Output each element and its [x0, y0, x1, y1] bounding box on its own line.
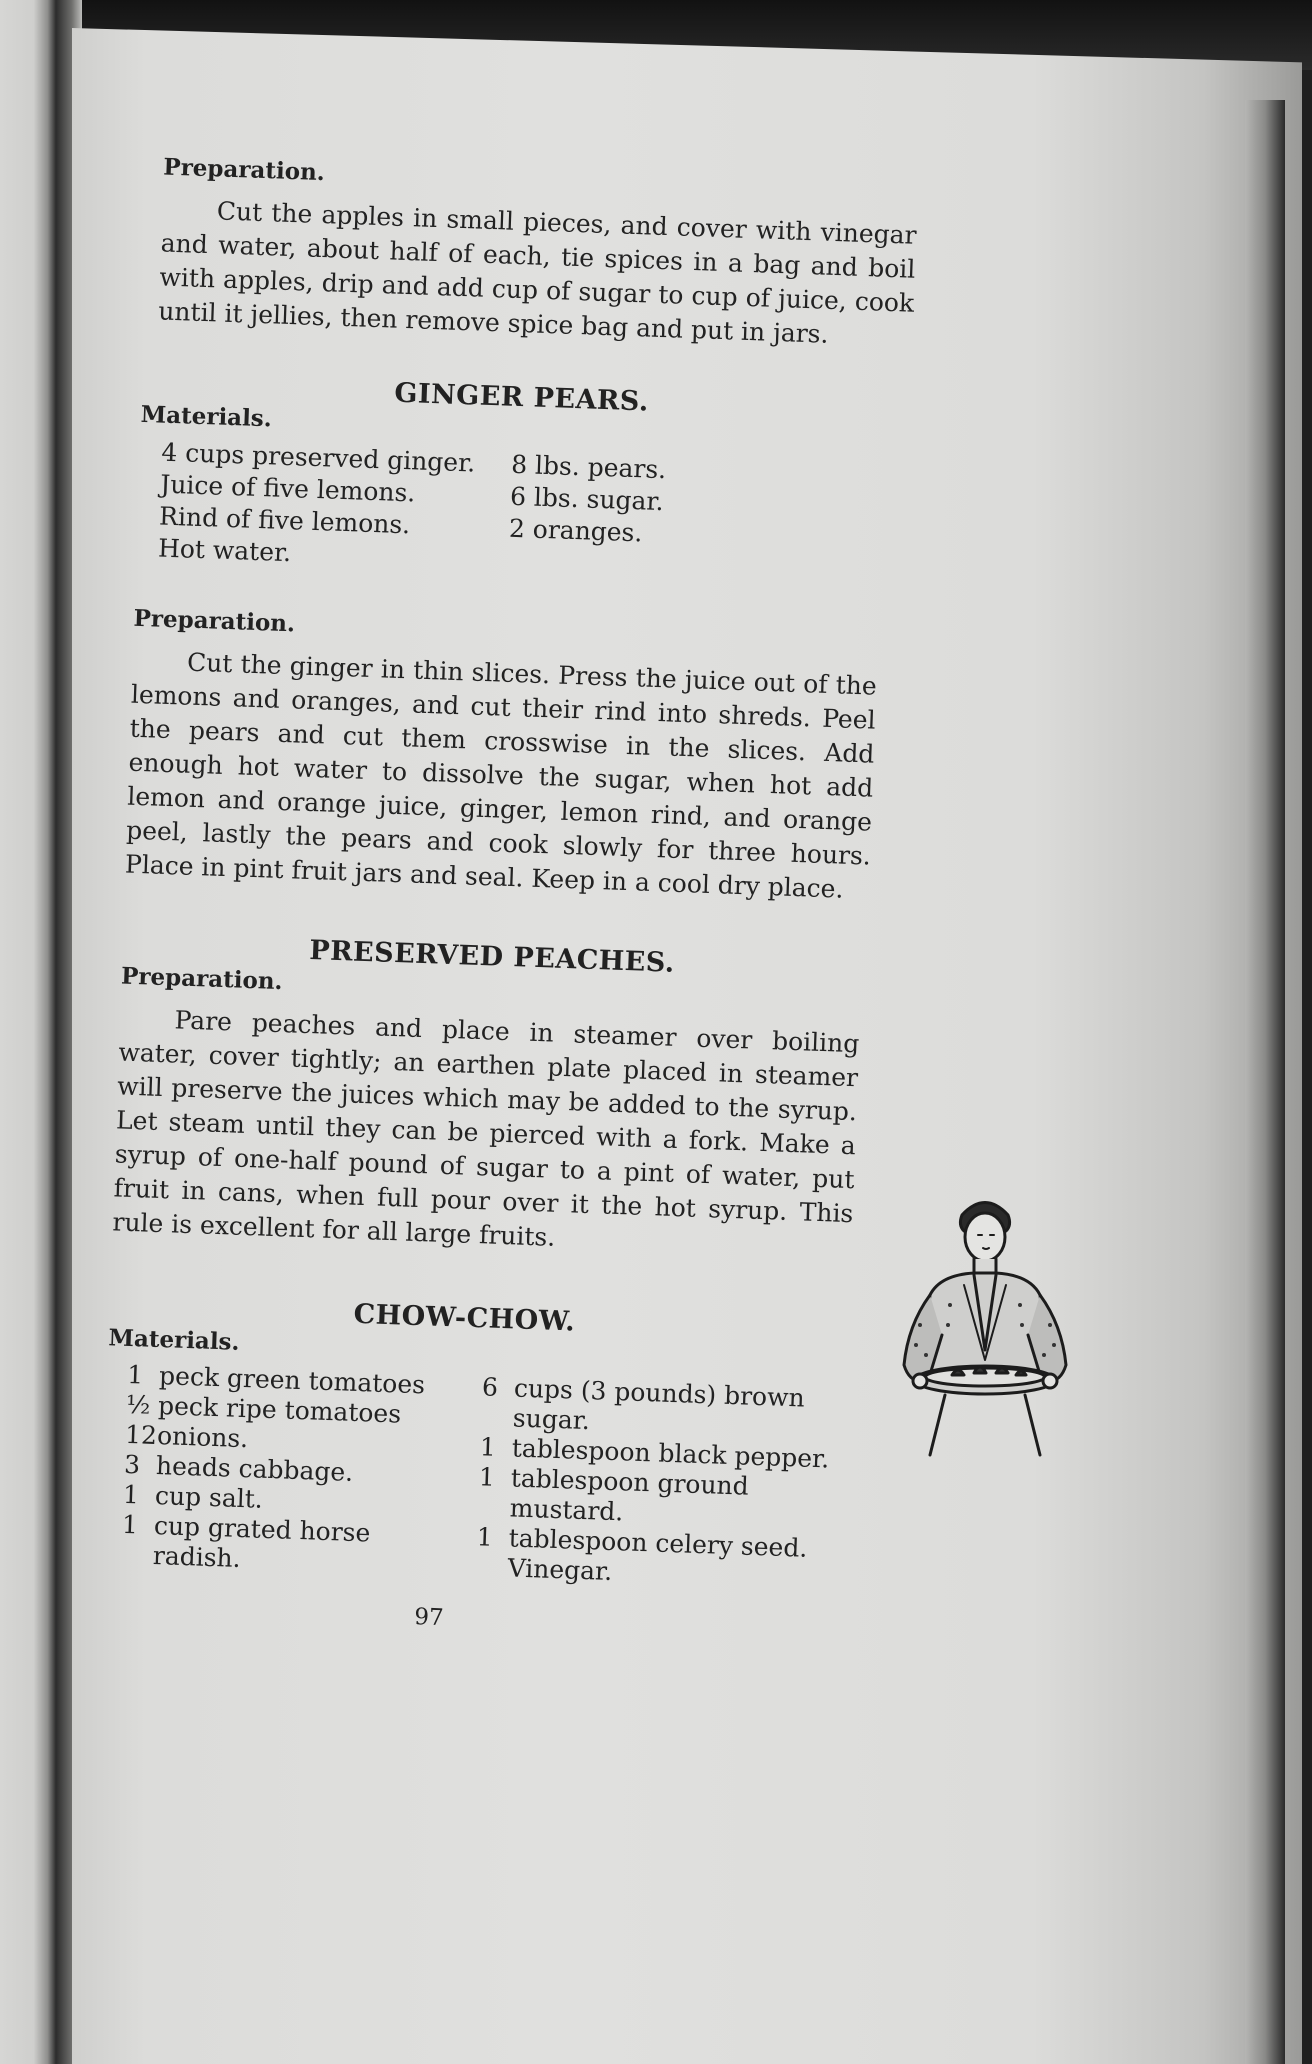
- ginger-pears-materials: [136, 436, 940, 592]
- material-text: tablespoon black pepper.: [511, 1433, 830, 1474]
- material-qty: 1: [479, 1432, 497, 1462]
- previous-page-edge: [0, 0, 56, 2064]
- ginger-pears-materials-label: Materials.: [140, 400, 273, 433]
- ginger-pears-section: [124, 368, 941, 910]
- chow-chow-materials-left: [120, 1360, 462, 1582]
- material-item: 2 oranges.: [508, 513, 643, 548]
- chow-chow-title: CHOW-CHOW.: [353, 1298, 576, 1338]
- material-qty: 1: [126, 1359, 144, 1390]
- material-text: tablespoon celery seed.: [508, 1523, 808, 1563]
- material-qty: 12: [124, 1419, 158, 1451]
- material-qty: 1: [476, 1522, 494, 1552]
- material-text: peck green tomatoes: [158, 1361, 426, 1400]
- chow-chow-section: [100, 1289, 909, 1597]
- ginger-pears-prep-text: Cut the ginger in thin slices. Press the juice out of the lemons and oranges, and cut their rind into shreds. Peel the pears and cut them crosswise in the slices. Add enough hot water to dissolve the sugar, when hot add lemon and orange juice, ginger, lemon rind, and orange peel, lastly the pears and cook slowly for three hours. Place in pint fruit jars and seal. Keep in a cool dry place.: [124, 647, 878, 904]
- material-item: [120, 1510, 457, 1582]
- ginger-pears-title: GINGER PEARS.: [393, 377, 650, 418]
- preserved-peaches-prep-text: Pare peaches and place in steamer over boiling water, cover tightly; an earthen plate placed in steamer will preserve the juices which may be added to the syrup. Let steam until they can be pierced with a fork. Make a syrup of one-half pound of sugar to a pint of water, put fruit in cans, when full pour over it the hot syrup. This rule is excellent for all large fruits.: [112, 1005, 860, 1252]
- preserved-peaches-prep-label: Preparation.: [120, 962, 284, 996]
- material-qty: ½: [125, 1389, 151, 1420]
- material-qty: 1: [122, 1479, 140, 1510]
- material-text: heads cabbage.: [155, 1451, 354, 1487]
- material-text: tablespoon ground mustard.: [509, 1463, 750, 1527]
- material-qty: 1: [478, 1462, 496, 1492]
- material-item: Hot water.: [157, 533, 292, 568]
- ginger-pears-prep-label: Preparation.: [133, 604, 296, 638]
- material-qty: 6: [481, 1372, 499, 1402]
- material-text: onions.: [156, 1421, 249, 1454]
- material-text: Vinegar.: [507, 1553, 613, 1586]
- material-text: peck ripe tomatoes: [157, 1391, 402, 1429]
- material-item: 6 lbs. sugar.: [509, 481, 665, 517]
- material-qty: 1: [121, 1509, 139, 1540]
- intro-prep-label: Preparation.: [162, 153, 326, 187]
- chow-chow-materials-right: [475, 1372, 862, 1595]
- material-item: Rind of five lemons.: [158, 501, 411, 540]
- chow-chow-materials: [100, 1359, 907, 1597]
- material-text: cup salt.: [154, 1481, 264, 1514]
- material-qty: 3: [123, 1449, 141, 1480]
- material-qty: [475, 1552, 508, 1583]
- preserved-peaches-title: PRESERVED PEACHES.: [308, 935, 676, 979]
- material-text: cup grated horse radish.: [152, 1510, 371, 1574]
- page-right-edge: [1245, 100, 1285, 2064]
- preserved-peaches-section: [112, 928, 922, 1268]
- material-item: Juice of five lemons.: [159, 469, 416, 508]
- intro-section: [144, 150, 950, 356]
- material-item: 8 lbs. pears.: [510, 449, 667, 485]
- ginger-pears-materials-right: [507, 449, 771, 586]
- woman-with-tray-illustration: [890, 1185, 1080, 1465]
- page-number: 97: [413, 1604, 445, 1632]
- intro-prep-text: Cut the apples in small pieces, and cover with vinegar and water, about half of each, tie spices in a bag and boil with apples, drip and add cup of sugar to cup of juice, cook until it jellies, then remove spice bag and put in jars.: [157, 196, 917, 349]
- page-content: [99, 150, 950, 1651]
- ginger-pears-materials-left: [158, 437, 492, 576]
- material-text: cups (3 pounds) brown sugar.: [512, 1373, 806, 1436]
- material-item: 4 cups preserved ginger.: [160, 437, 476, 478]
- chow-chow-materials-label: Materials.: [108, 1324, 240, 1356]
